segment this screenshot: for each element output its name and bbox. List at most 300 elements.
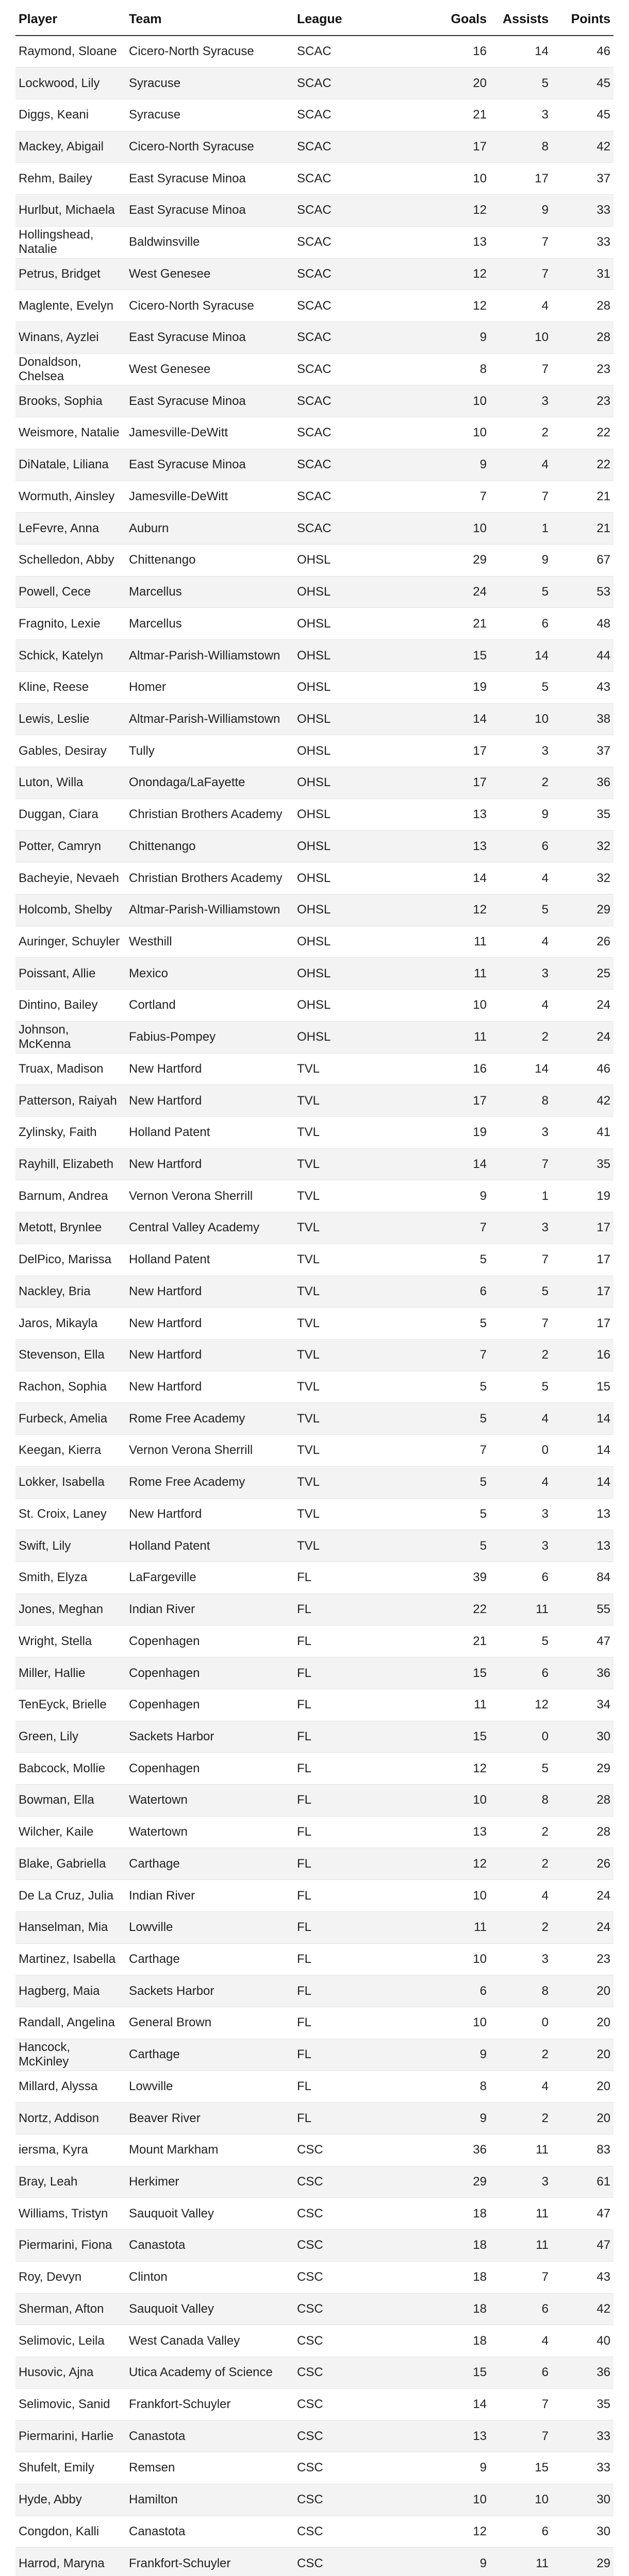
table-row xyxy=(15,1339,614,1371)
cell-goals: 8 xyxy=(423,353,490,385)
table-row xyxy=(15,353,614,385)
cell-player: Potter, Camryn xyxy=(15,831,126,862)
table-row xyxy=(15,1308,614,1340)
cell-goals: 16 xyxy=(423,36,490,67)
cell-goals: 11 xyxy=(423,1689,490,1721)
table-row xyxy=(15,2230,614,2262)
cell-player: Rachon, Sophia xyxy=(15,1371,126,1403)
cell-assists: 2 xyxy=(490,767,552,799)
cell-points: 30 xyxy=(552,1721,614,1753)
cell-assists: 6 xyxy=(490,1657,552,1689)
cell-team: Carthage xyxy=(126,1848,294,1880)
cell-player: DelPico, Marissa xyxy=(15,1244,126,1276)
table-row xyxy=(15,2103,614,2134)
cell-league: FL xyxy=(294,2039,423,2071)
cell-team: Holland Patent xyxy=(126,1530,294,1562)
cell-points: 34 xyxy=(552,1689,614,1721)
cell-team: Sackets Harbor xyxy=(126,1721,294,1753)
cell-player: TenEyck, Brielle xyxy=(15,1689,126,1721)
cell-goals: 11 xyxy=(423,958,490,990)
cell-team: Hamilton xyxy=(126,2484,294,2516)
cell-goals: 10 xyxy=(423,1943,490,1975)
cell-assists: 7 xyxy=(490,1308,552,1340)
cell-points: 47 xyxy=(552,2230,614,2262)
cell-goals: 13 xyxy=(423,799,490,831)
cell-assists: 4 xyxy=(490,2071,552,2103)
cell-league: SCAC xyxy=(294,417,423,449)
cell-player: Diggs, Keani xyxy=(15,99,126,131)
header-league[interactable]: League xyxy=(294,3,423,36)
table-row xyxy=(15,2357,614,2388)
cell-assists: 4 xyxy=(490,290,552,322)
cell-league: TVL xyxy=(294,1180,423,1212)
cell-league: OHSL xyxy=(294,831,423,862)
cell-goals: 24 xyxy=(423,576,490,608)
cell-assists: 4 xyxy=(490,1403,552,1435)
table-row xyxy=(15,36,614,67)
cell-assists: 6 xyxy=(490,831,552,862)
cell-league: CSC xyxy=(294,2388,423,2420)
table-row xyxy=(15,290,614,322)
cell-team: Copenhagen xyxy=(126,1657,294,1689)
cell-league: OHSL xyxy=(294,545,423,577)
cell-team: East Syracuse Minoa xyxy=(126,385,294,417)
cell-team: Remsen xyxy=(126,2452,294,2484)
table-row xyxy=(15,1466,614,1498)
cell-player: Maglente, Evelyn xyxy=(15,290,126,322)
cell-team: Central Valley Academy xyxy=(126,1212,294,1244)
cell-points: 37 xyxy=(552,163,614,195)
cell-assists: 4 xyxy=(490,1466,552,1498)
cell-team: New Hartford xyxy=(126,1276,294,1308)
cell-points: 17 xyxy=(552,1244,614,1276)
cell-points: 24 xyxy=(552,1021,614,1053)
cell-team: Sauquoit Valley xyxy=(126,2198,294,2230)
cell-player: Schelledon, Abby xyxy=(15,545,126,577)
cell-points: 45 xyxy=(552,99,614,131)
cell-player: Randall, Angelina xyxy=(15,2007,126,2039)
cell-league: SCAC xyxy=(294,321,423,353)
cell-goals: 9 xyxy=(423,2548,490,2576)
header-assists[interactable]: Assists xyxy=(490,3,552,36)
cell-assists: 7 xyxy=(490,353,552,385)
cell-league: TVL xyxy=(294,1498,423,1530)
cell-league: OHSL xyxy=(294,926,423,958)
cell-team: Marcellus xyxy=(126,576,294,608)
cell-assists: 3 xyxy=(490,385,552,417)
table-row xyxy=(15,1594,614,1625)
cell-team: Cicero-North Syracuse xyxy=(126,36,294,67)
cell-league: OHSL xyxy=(294,576,423,608)
cell-team: Altmar-Parish-Williamstown xyxy=(126,703,294,735)
cell-assists: 2 xyxy=(490,2039,552,2071)
cell-league: CSC xyxy=(294,2516,423,2548)
table-row xyxy=(15,195,614,227)
cell-league: TVL xyxy=(294,1116,423,1148)
cell-goals: 13 xyxy=(423,2420,490,2452)
cell-player: Dintino, Bailey xyxy=(15,990,126,1022)
cell-goals: 5 xyxy=(423,1498,490,1530)
table-row xyxy=(15,1021,614,1053)
cell-league: TVL xyxy=(294,1085,423,1117)
cell-points: 42 xyxy=(552,1085,614,1117)
cell-goals: 10 xyxy=(423,990,490,1022)
cell-league: SCAC xyxy=(294,353,423,385)
cell-player: Hyde, Abby xyxy=(15,2484,126,2516)
cell-assists: 1 xyxy=(490,1180,552,1212)
table-row xyxy=(15,2484,614,2516)
cell-team: Syracuse xyxy=(126,99,294,131)
cell-goals: 7 xyxy=(423,1435,490,1467)
cell-points: 15 xyxy=(552,1371,614,1403)
cell-points: 33 xyxy=(552,2452,614,2484)
cell-team: General Brown xyxy=(126,2007,294,2039)
cell-assists: 3 xyxy=(490,1498,552,1530)
cell-team: Holland Patent xyxy=(126,1116,294,1148)
cell-team: Watertown xyxy=(126,1785,294,1817)
cell-player: Selimovic, Leila xyxy=(15,2325,126,2357)
table-row xyxy=(15,703,614,735)
cell-assists: 5 xyxy=(490,1371,552,1403)
table-row xyxy=(15,1180,614,1212)
cell-team: Fabius-Pompey xyxy=(126,1021,294,1053)
cell-assists: 14 xyxy=(490,1053,552,1085)
cell-points: 83 xyxy=(552,2134,614,2166)
cell-team: Mexico xyxy=(126,958,294,990)
cell-points: 38 xyxy=(552,703,614,735)
cell-team: Canastota xyxy=(126,2230,294,2262)
cell-assists: 15 xyxy=(490,2452,552,2484)
cell-league: TVL xyxy=(294,1308,423,1340)
cell-player: Wormuth, Ainsley xyxy=(15,481,126,513)
header-team[interactable]: Team xyxy=(126,3,294,36)
cell-points: 36 xyxy=(552,767,614,799)
cell-points: 33 xyxy=(552,2420,614,2452)
table-row xyxy=(15,385,614,417)
cell-team: Marcellus xyxy=(126,608,294,640)
table-row xyxy=(15,894,614,926)
cell-points: 42 xyxy=(552,131,614,163)
stats-table xyxy=(15,3,614,2576)
cell-points: 26 xyxy=(552,926,614,958)
cell-goals: 14 xyxy=(423,703,490,735)
cell-player: Selimovic, Sanid xyxy=(15,2388,126,2420)
cell-team: New Hartford xyxy=(126,1498,294,1530)
cell-team: Carthage xyxy=(126,2039,294,2071)
cell-player: Bacheyie, Nevaeh xyxy=(15,862,126,894)
cell-team: Rome Free Academy xyxy=(126,1403,294,1435)
cell-goals: 15 xyxy=(423,1721,490,1753)
cell-points: 32 xyxy=(552,862,614,894)
cell-league: OHSL xyxy=(294,703,423,735)
table-row xyxy=(15,1530,614,1562)
cell-points: 45 xyxy=(552,67,614,99)
cell-goals: 10 xyxy=(423,2007,490,2039)
cell-league: FL xyxy=(294,1975,423,2007)
table-row xyxy=(15,449,614,481)
table-row xyxy=(15,1785,614,1817)
cell-goals: 9 xyxy=(423,449,490,481)
cell-goals: 10 xyxy=(423,1785,490,1817)
cell-league: CSC xyxy=(294,2452,423,2484)
cell-assists: 2 xyxy=(490,1816,552,1848)
cell-league: SCAC xyxy=(294,226,423,258)
cell-league: SCAC xyxy=(294,163,423,195)
table-row xyxy=(15,1212,614,1244)
cell-player: Poissant, Allie xyxy=(15,958,126,990)
table-row xyxy=(15,1816,614,1848)
cell-assists: 7 xyxy=(490,226,552,258)
table-row xyxy=(15,2198,614,2230)
table-row xyxy=(15,767,614,799)
cell-points: 61 xyxy=(552,2166,614,2198)
cell-goals: 29 xyxy=(423,545,490,577)
cell-player: Wright, Stella xyxy=(15,1625,126,1657)
cell-league: SCAC xyxy=(294,258,423,290)
cell-player: Nortz, Addison xyxy=(15,2103,126,2134)
cell-points: 47 xyxy=(552,2198,614,2230)
cell-assists: 10 xyxy=(490,703,552,735)
cell-goals: 18 xyxy=(423,2293,490,2325)
table-row xyxy=(15,1689,614,1721)
cell-assists: 7 xyxy=(490,2420,552,2452)
cell-points: 30 xyxy=(552,2516,614,2548)
table-row xyxy=(15,1085,614,1117)
cell-team: Copenhagen xyxy=(126,1625,294,1657)
cell-assists: 4 xyxy=(490,862,552,894)
cell-team: Canastota xyxy=(126,2420,294,2452)
cell-assists: 11 xyxy=(490,2230,552,2262)
cell-assists: 17 xyxy=(490,163,552,195)
cell-assists: 7 xyxy=(490,481,552,513)
table-row xyxy=(15,576,614,608)
cell-points: 24 xyxy=(552,1911,614,1943)
cell-points: 35 xyxy=(552,2388,614,2420)
cell-assists: 2 xyxy=(490,1911,552,1943)
cell-points: 21 xyxy=(552,481,614,513)
cell-points: 16 xyxy=(552,1339,614,1371)
cell-goals: 19 xyxy=(423,671,490,703)
cell-player: Lockwood, Lily xyxy=(15,67,126,99)
cell-team: Watertown xyxy=(126,1816,294,1848)
cell-assists: 2 xyxy=(490,2103,552,2134)
cell-assists: 10 xyxy=(490,2484,552,2516)
cell-goals: 12 xyxy=(423,894,490,926)
cell-league: OHSL xyxy=(294,799,423,831)
cell-team: Copenhagen xyxy=(126,1753,294,1785)
cell-player: St. Croix, Laney xyxy=(15,1498,126,1530)
cell-goals: 15 xyxy=(423,2357,490,2388)
cell-player: Piermarini, Harlie xyxy=(15,2420,126,2452)
cell-player: Hancock, McKinley xyxy=(15,2039,126,2071)
cell-assists: 7 xyxy=(490,2261,552,2293)
cell-team: Christian Brothers Academy xyxy=(126,799,294,831)
table-row xyxy=(15,640,614,672)
cell-goals: 15 xyxy=(423,640,490,672)
cell-points: 22 xyxy=(552,417,614,449)
table-row xyxy=(15,1371,614,1403)
cell-goals: 5 xyxy=(423,1371,490,1403)
cell-goals: 5 xyxy=(423,1530,490,1562)
cell-points: 29 xyxy=(552,1753,614,1785)
cell-league: FL xyxy=(294,1785,423,1817)
cell-league: FL xyxy=(294,1562,423,1594)
table-row xyxy=(15,131,614,163)
table-row xyxy=(15,99,614,131)
cell-goals: 16 xyxy=(423,1053,490,1085)
cell-league: FL xyxy=(294,1816,423,1848)
table-row xyxy=(15,1880,614,1912)
header-points[interactable]: Points xyxy=(552,3,614,36)
cell-player: Hollingshead, Natalie xyxy=(15,226,126,258)
table-row xyxy=(15,862,614,894)
cell-points: 13 xyxy=(552,1530,614,1562)
cell-league: TVL xyxy=(294,1403,423,1435)
table-row xyxy=(15,799,614,831)
cell-team: Copenhagen xyxy=(126,1689,294,1721)
cell-assists: 3 xyxy=(490,958,552,990)
cell-player: Duggan, Ciara xyxy=(15,799,126,831)
cell-team: Westhill xyxy=(126,926,294,958)
cell-points: 67 xyxy=(552,545,614,577)
cell-assists: 5 xyxy=(490,576,552,608)
cell-goals: 10 xyxy=(423,2484,490,2516)
cell-goals: 36 xyxy=(423,2134,490,2166)
cell-player: Weismore, Natalie xyxy=(15,417,126,449)
table-row xyxy=(15,2071,614,2103)
cell-goals: 18 xyxy=(423,2230,490,2262)
cell-league: FL xyxy=(294,2007,423,2039)
cell-team: Syracuse xyxy=(126,67,294,99)
cell-points: 47 xyxy=(552,1625,614,1657)
cell-assists: 1 xyxy=(490,513,552,545)
cell-assists: 2 xyxy=(490,1021,552,1053)
cell-team: Cortland xyxy=(126,990,294,1022)
cell-player: Holcomb, Shelby xyxy=(15,894,126,926)
cell-goals: 13 xyxy=(423,831,490,862)
cell-team: Herkimer xyxy=(126,2166,294,2198)
table-row xyxy=(15,1498,614,1530)
cell-player: Jaros, Mikayla xyxy=(15,1308,126,1340)
cell-league: SCAC xyxy=(294,449,423,481)
cell-assists: 6 xyxy=(490,2516,552,2548)
cell-goals: 12 xyxy=(423,290,490,322)
cell-team: Homer xyxy=(126,671,294,703)
cell-league: CSC xyxy=(294,2293,423,2325)
cell-assists: 11 xyxy=(490,1594,552,1625)
cell-league: OHSL xyxy=(294,735,423,767)
cell-points: 35 xyxy=(552,1148,614,1180)
cell-team: Lowville xyxy=(126,1911,294,1943)
cell-assists: 5 xyxy=(490,67,552,99)
cell-points: 84 xyxy=(552,1562,614,1594)
table-row xyxy=(15,2548,614,2576)
cell-goals: 10 xyxy=(423,163,490,195)
cell-league: FL xyxy=(294,1848,423,1880)
cell-points: 46 xyxy=(552,36,614,67)
cell-goals: 10 xyxy=(423,417,490,449)
table-row xyxy=(15,2388,614,2420)
cell-team: Altmar-Parish-Williamstown xyxy=(126,640,294,672)
cell-league: SCAC xyxy=(294,99,423,131)
cell-player: Smith, Elyza xyxy=(15,1562,126,1594)
cell-assists: 2 xyxy=(490,417,552,449)
cell-goals: 17 xyxy=(423,735,490,767)
cell-team: Clinton xyxy=(126,2261,294,2293)
cell-assists: 5 xyxy=(490,671,552,703)
cell-points: 46 xyxy=(552,1053,614,1085)
cell-league: FL xyxy=(294,1594,423,1625)
table-row xyxy=(15,2261,614,2293)
cell-goals: 18 xyxy=(423,2325,490,2357)
cell-goals: 14 xyxy=(423,862,490,894)
cell-assists: 9 xyxy=(490,545,552,577)
cell-assists: 0 xyxy=(490,2007,552,2039)
cell-goals: 5 xyxy=(423,1244,490,1276)
cell-player: Husovic, Ajna xyxy=(15,2357,126,2388)
cell-goals: 5 xyxy=(423,1308,490,1340)
cell-league: CSC xyxy=(294,2548,423,2576)
cell-points: 29 xyxy=(552,894,614,926)
table-row xyxy=(15,2452,614,2484)
table-row xyxy=(15,1148,614,1180)
cell-player: Millard, Alyssa xyxy=(15,2071,126,2103)
cell-points: 14 xyxy=(552,1435,614,1467)
cell-player: Sherman, Afton xyxy=(15,2293,126,2325)
cell-player: iersma, Kyra xyxy=(15,2134,126,2166)
cell-league: SCAC xyxy=(294,385,423,417)
cell-player: Auringer, Schuyler xyxy=(15,926,126,958)
cell-assists: 4 xyxy=(490,449,552,481)
cell-player: Kline, Reese xyxy=(15,671,126,703)
cell-team: West Genesee xyxy=(126,353,294,385)
header-goals[interactable]: Goals xyxy=(423,3,490,36)
cell-points: 17 xyxy=(552,1212,614,1244)
cell-team: Canastota xyxy=(126,2516,294,2548)
cell-league: FL xyxy=(294,1880,423,1912)
table-row xyxy=(15,2293,614,2325)
cell-team: Chittenango xyxy=(126,831,294,862)
table-row xyxy=(15,1848,614,1880)
cell-assists: 12 xyxy=(490,1689,552,1721)
cell-points: 14 xyxy=(552,1403,614,1435)
cell-assists: 3 xyxy=(490,1943,552,1975)
cell-player: Roy, Devyn xyxy=(15,2261,126,2293)
cell-assists: 5 xyxy=(490,1276,552,1308)
cell-team: Jamesville-DeWitt xyxy=(126,417,294,449)
cell-league: SCAC xyxy=(294,290,423,322)
cell-player: Bowman, Ella xyxy=(15,1785,126,1817)
cell-points: 33 xyxy=(552,226,614,258)
cell-goals: 11 xyxy=(423,1021,490,1053)
cell-points: 35 xyxy=(552,799,614,831)
table-row xyxy=(15,608,614,640)
cell-goals: 9 xyxy=(423,2039,490,2071)
header-player[interactable]: Player xyxy=(15,3,126,36)
cell-team: East Syracuse Minoa xyxy=(126,449,294,481)
cell-points: 20 xyxy=(552,2071,614,2103)
cell-points: 31 xyxy=(552,258,614,290)
header-row xyxy=(15,3,614,36)
cell-team: Cicero-North Syracuse xyxy=(126,131,294,163)
cell-team: New Hartford xyxy=(126,1053,294,1085)
cell-assists: 8 xyxy=(490,1085,552,1117)
cell-team: Lowville xyxy=(126,2071,294,2103)
table-row xyxy=(15,1721,614,1753)
table-row xyxy=(15,1435,614,1467)
table-row xyxy=(15,481,614,513)
cell-goals: 9 xyxy=(423,2103,490,2134)
